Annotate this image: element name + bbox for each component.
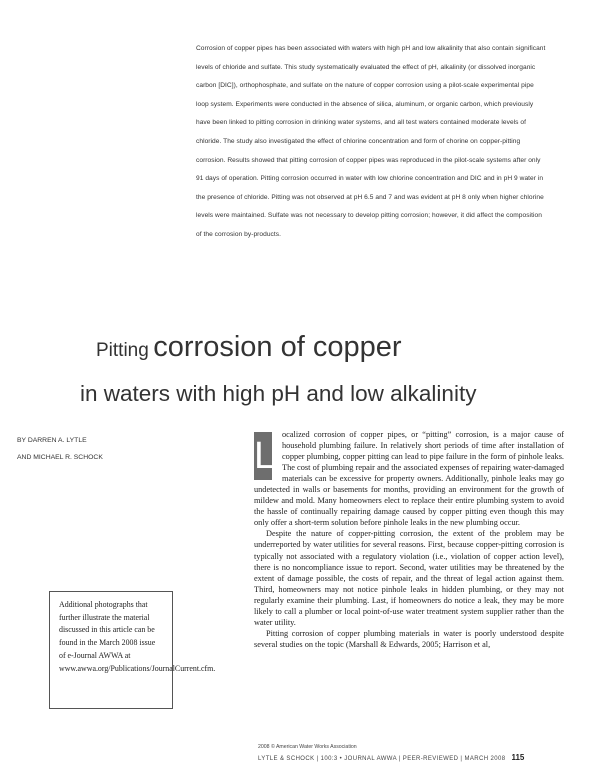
author-byline: [17, 432, 192, 466]
page-footer: [258, 753, 524, 762]
drop-cap: L: [254, 432, 272, 480]
sidebar-note-box: Additional photographs that further illustrate the material discussed in this article can be found in the March 2008 issue of e-Journal AWWA at www.awwa.org/Publications/JournalCurrent.cfm.: [49, 591, 173, 709]
abstract: [196, 40, 548, 245]
body-paragraph-1-text: ocalized corrosion of copper pipes, or “pitting” corrosion, is a major cause of household plumbing failure. In relatively short periods of time after installation of copper plumbing, copper pitting can lead to pipe failure in the form of pinhole leaks. The cost of plumbing repair and the associated expenses of repairing water-damaged materials can be excessive for property owners. Additionally, pinhole leaks may go undetected in walls or basements for months, providing an environment for the growth of mildew and mold. Many homeowners elect to replace their entire plumbing system to avoid the hassle of continually repairing damage caused by copper pitting even though this may only offer a short-term solution before pinhole leaks in the new plumbing occur.: [254, 430, 564, 528]
abstract-text: Corrosion of copper pipes has been associated with waters with high pH and low alkalinity that also contain significant levels of chloride and sulfate. This study systematically evaluated the effect of pH, alkalinity (or dissolved inorganic carbon [DIC]), orthophosphate, and sulfate on the nature of copper corrosion using a pilot-scale experimental pipe loop system. Experiments were conducted in the absence of silica, aluminum, or organic carbon, which previously have been linked to pitting corrosion in drinking water systems, and all test waters contained moderate levels of chloride. The study also investigated the effect of chlorine concentration and form of chorine on copper-pitting corrosion. Results showed that pitting corrosion of copper pipes was reproduced in the pilot-scale systems after only 91 days of operation. Pitting corrosion occurred in water with low chlorine concentration and DIC and in pH 9 water in the presence of chloride. Pitting was not observed at pH 6.5 and 7 and was evident at pH 8 only when higher chlorine levels were maintained. Sulfate was not necessary to develop pitting corrosion; however, it did affect the composition of the corrosion by-products.: [196, 45, 546, 238]
body-paragraph-1: [254, 429, 564, 528]
title-part-main: corrosion of copper: [153, 331, 402, 363]
author-2: AND MICHAEL R. SCHOCK: [17, 454, 103, 461]
body-paragraph-2: Despite the nature of copper-pitting corrosion, the extent of the problem may be underreported by water utilities for several reasons. First, because copper-pitting corrosion is typically not associated with a regulatory violation (i.e., violation of copper action level), there is no noncompliance issue to report. Second, water utilities may be threatened by the extent of damage possible, the costs of repair, and the threat of legal action against them. Third, homeowners may not notice pinhole leaks in hidden plumbing, or they may not regularly examine their plumbing. Last, if homeowners do notice a leak, they may be more likely to call a plumber or local point-of-use water treatment system supplier rather than the water utility.: [254, 529, 564, 627]
title-part-pitting: Pitting: [96, 340, 149, 361]
author-1: BY DARREN A. LYTLE: [17, 437, 87, 444]
page-number: 115: [511, 753, 525, 762]
article-title: [96, 331, 566, 364]
footer-running-head: LYTLE & SCHOCK | 100:3 • JOURNAL AWWA | PEER-REVIEWED | MARCH 2008: [258, 756, 506, 762]
article-body: [254, 429, 564, 650]
article-subtitle: in waters with high pH and low alkalinity: [80, 381, 477, 406]
copyright-line: 2008 © American Water Works Association: [258, 744, 357, 750]
body-paragraph-3: Pitting corrosion of copper plumbing materials in water is poorly understood despite several studies on the topic (Marshall & Edwards, 2005; Harrison et al,: [254, 628, 564, 649]
